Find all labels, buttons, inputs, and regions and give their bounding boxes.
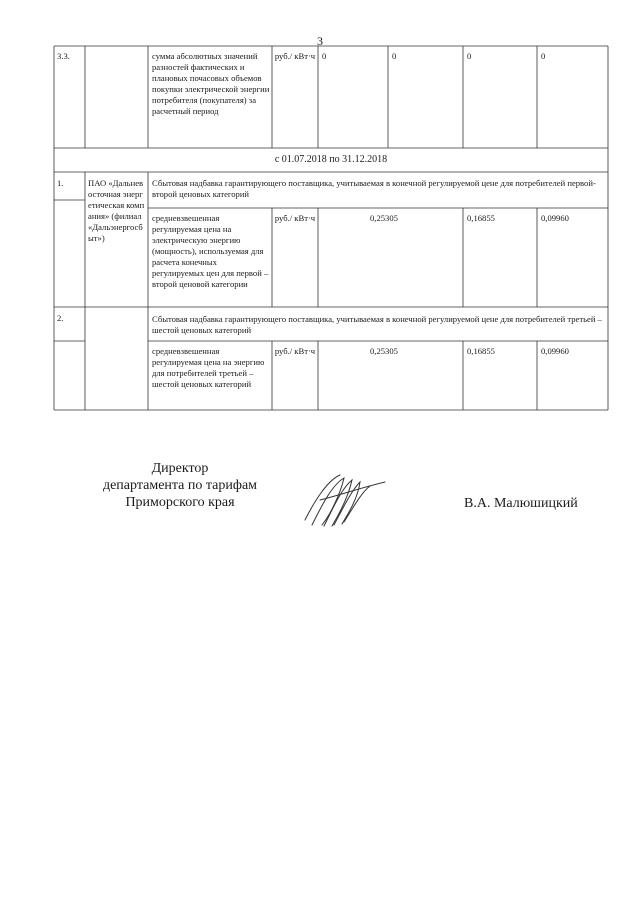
value-cell: 0,16855 [467,213,495,223]
position-line: Директор [151,461,209,476]
row-number: 2. [57,313,64,323]
row-description: средневзвешенная регулируемая цена на энергию для потребителей третьей –шестой ценовых категорий [152,346,265,389]
row-description: средневзвешенная регулируемая цена на электрическую энергию (мощность), используемая для расчета конечных регулируемых цен для первой –второй ценовой категории [152,213,269,289]
value-cell: 0,09960 [541,213,569,223]
row-description: сумма абсолютных значений разностей фактических и плановых почасовых объемов покупки электрической энергии потребителя (покупателя) за расчетный период [152,51,270,116]
company-name: ПАО «Дальневосточная энергетическая компания» (филиал «Дальэнергосбыт») [88,178,145,243]
row-unit: руб./ кВт·ч [274,346,316,356]
value-cell: 0 [392,51,397,61]
section-title: Сбытовая надбавка гарантирующего поставщика, учитываемая в конечной регулируемой цене для потребителей третьей – шестой ценовых категорий [152,314,602,335]
page-number: 3 [317,34,323,48]
period-heading: с 01.07.2018 по 31.12.2018 [274,154,388,165]
position-line: департамента по тарифам [102,478,258,493]
row-number: 3.3. [57,51,70,61]
position-line: Приморского края [125,495,235,510]
signatory-position [70,460,290,511]
value-cell: 0,16855 [467,346,495,356]
value-cell: 0,09960 [541,346,569,356]
value-cell: 0,25305 [370,346,398,356]
section-title: Сбытовая надбавка гарантирующего поставщика, учитываемая в конечной регулируемой цене для потребителей первой-второй ценовых категорий [152,178,596,199]
value-cell: 0 [541,51,546,61]
value-cell: 0,25305 [370,213,398,223]
handwritten-signature [300,470,390,530]
value-cell: 0 [467,51,472,61]
value-cell: 0 [322,51,327,61]
row-unit: руб./ кВт·ч [274,51,316,61]
row-number: 1. [57,178,64,188]
row-unit: руб./ кВт·ч [274,213,316,223]
signatory-name: В.А. Малюшицкий [464,496,578,511]
